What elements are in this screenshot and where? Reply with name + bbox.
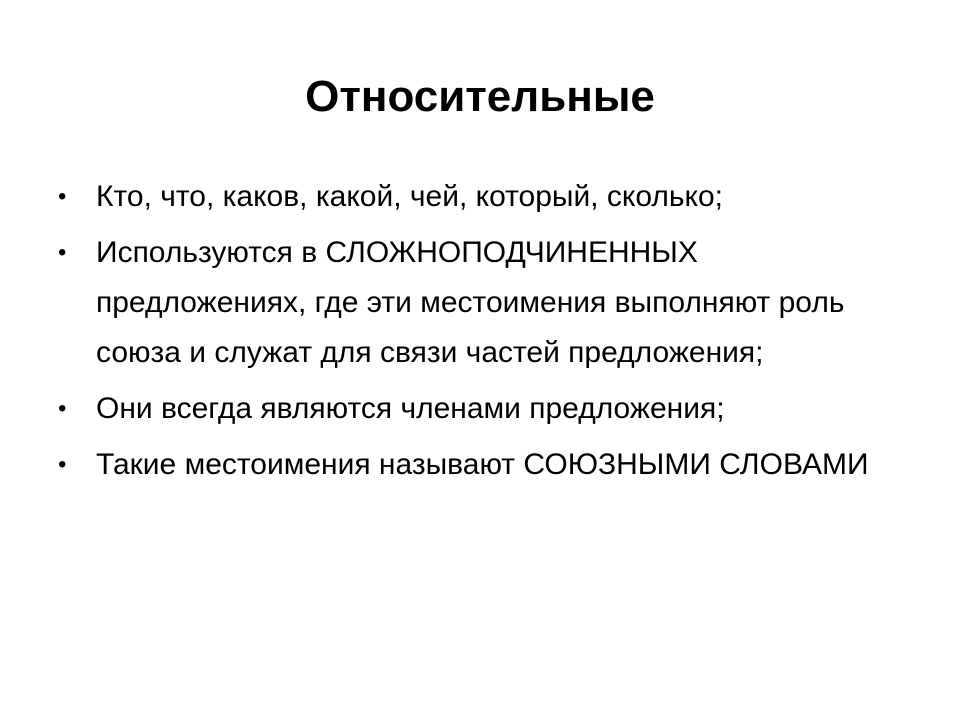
bullet-item [58,228,908,378]
bullet-text: Они всегда являются членами предложения; [96,392,725,425]
bullet-dot-icon: • [58,451,67,478]
bullet-item [58,440,908,490]
bullet-dot-icon: • [58,183,67,210]
bullet-item [58,384,908,434]
bullet-item [58,172,908,222]
bullet-text: Используются в СЛОЖНОПОДЧИНЕННЫХ предложениях, где эти местоимения выполняют роль союза и служат для связи частей предложения; [96,236,845,369]
slide-title: Относительные [305,72,655,121]
bullet-text: Кто, что, каков, какой, чей, который, сколько; [96,180,723,213]
bullet-dot-icon: • [58,395,67,422]
bullet-text: Такие местоимения называют СОЮЗНЫМИ СЛОВАМИ [96,448,869,481]
bullet-dot-icon: • [58,239,67,266]
bullet-list [58,172,908,496]
